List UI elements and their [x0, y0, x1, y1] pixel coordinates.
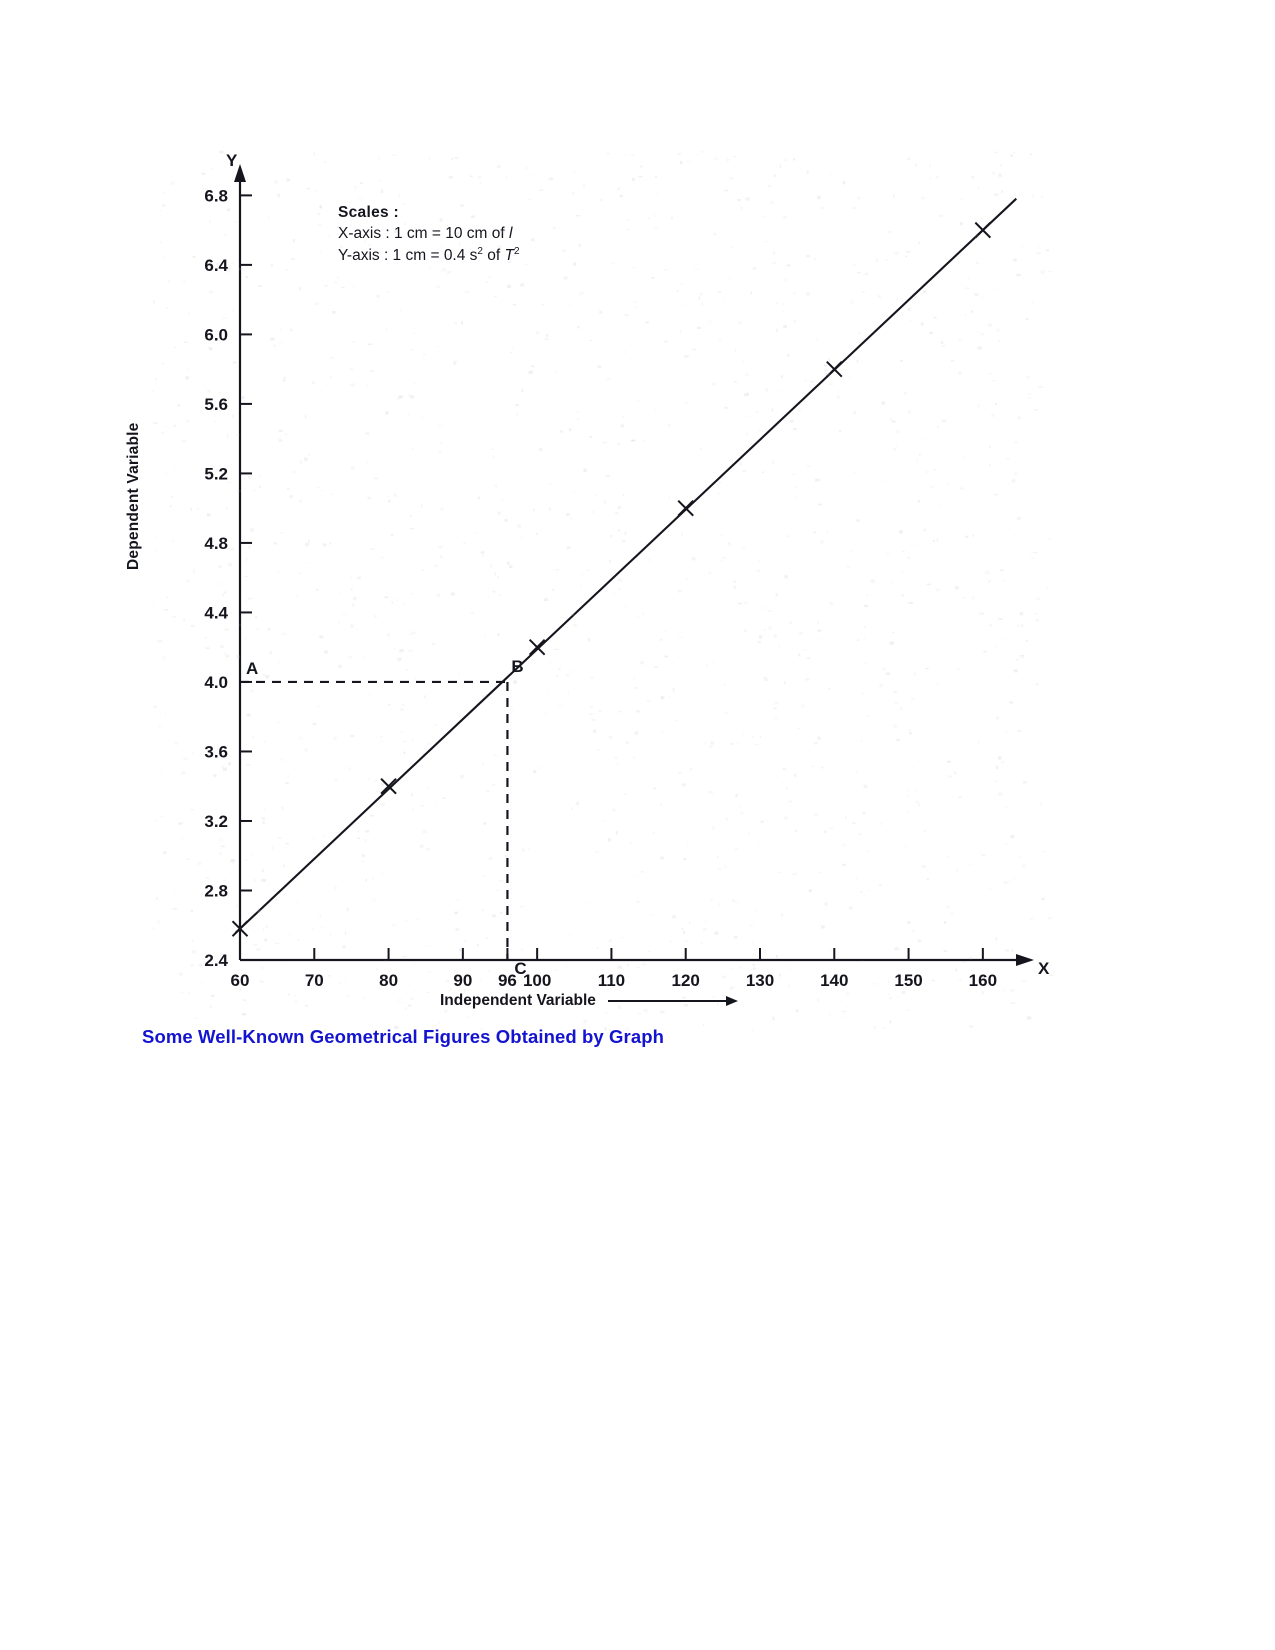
construction-lines	[240, 682, 507, 960]
x-tick-label: 60	[230, 971, 250, 990]
scales-y-prefix: Y-axis : 1 cm = 0.4 s	[338, 246, 478, 264]
axes	[226, 151, 1050, 978]
y-tick-group	[204, 186, 252, 970]
x-axis-symbol: X	[1038, 959, 1050, 978]
figure-caption: Some Well-Known Geometrical Figures Obtained by Graph	[142, 1026, 665, 1047]
data-point-marker	[530, 640, 545, 655]
y-tick-label: 5.6	[204, 394, 228, 414]
y-tick-label: 3.2	[204, 811, 228, 831]
x-tick-label: 110	[597, 971, 626, 990]
y-axis-symbol: Y	[226, 151, 238, 170]
y-tick-label: 6.0	[204, 325, 228, 345]
x-axis-caption-text: Independent Variable	[440, 992, 596, 1009]
x-axis-arrow-icon	[1016, 954, 1034, 966]
x-tick-label: 90	[453, 971, 473, 990]
scales-y-mid: of	[482, 246, 505, 264]
data-point-marker	[381, 779, 396, 794]
scales-y-sup1: 2	[477, 245, 483, 257]
scales-y-italic: T	[504, 246, 514, 264]
y-tick-label: 6.8	[204, 186, 228, 206]
x-tick-label: 120	[671, 971, 700, 990]
x-tick-label: 140	[820, 971, 849, 990]
scales-x-prefix: X-axis : 1 cm = 10 cm of	[338, 225, 509, 243]
annotation-label-a: A	[246, 658, 259, 678]
x-tick-label: 80	[379, 971, 399, 990]
y-tick-label: 3.6	[204, 742, 228, 762]
y-tick-label: 6.4	[204, 255, 228, 275]
y-tick-label: 4.0	[204, 672, 228, 692]
y-tick-label: 4.4	[204, 603, 228, 623]
y-tick-label: 4.8	[204, 533, 228, 553]
y-tick-label: 5.2	[204, 464, 228, 484]
x-tick-label: 150	[894, 971, 923, 990]
scales-x-italic: l	[508, 225, 513, 243]
data-point-marker	[678, 501, 693, 516]
point-annotations	[246, 657, 527, 978]
x-tick-label: 96	[497, 971, 517, 990]
x-tick-label: 130	[745, 971, 775, 990]
annotation-label-b: B	[511, 656, 524, 676]
y-tick-label: 2.8	[204, 881, 228, 901]
plot-area	[140, 140, 1070, 1020]
y-axis-caption: Dependent Variable	[125, 422, 142, 570]
y-tick-label: 2.4	[204, 951, 228, 970]
data-point-marker	[827, 362, 842, 377]
scales-title: Scales :	[338, 204, 399, 221]
data-point-marker	[975, 223, 990, 238]
x-tick-label: 70	[304, 971, 324, 990]
x-tick-group	[231, 948, 998, 990]
graph-figure	[125, 140, 1070, 1020]
x-tick-label: 160	[968, 971, 998, 990]
data-series	[233, 199, 1017, 937]
x-tick-label: 100	[522, 971, 552, 990]
trend-line	[236, 199, 1017, 933]
scales-y-sup2: 2	[514, 245, 520, 257]
annotation-label-c: C	[514, 959, 527, 978]
